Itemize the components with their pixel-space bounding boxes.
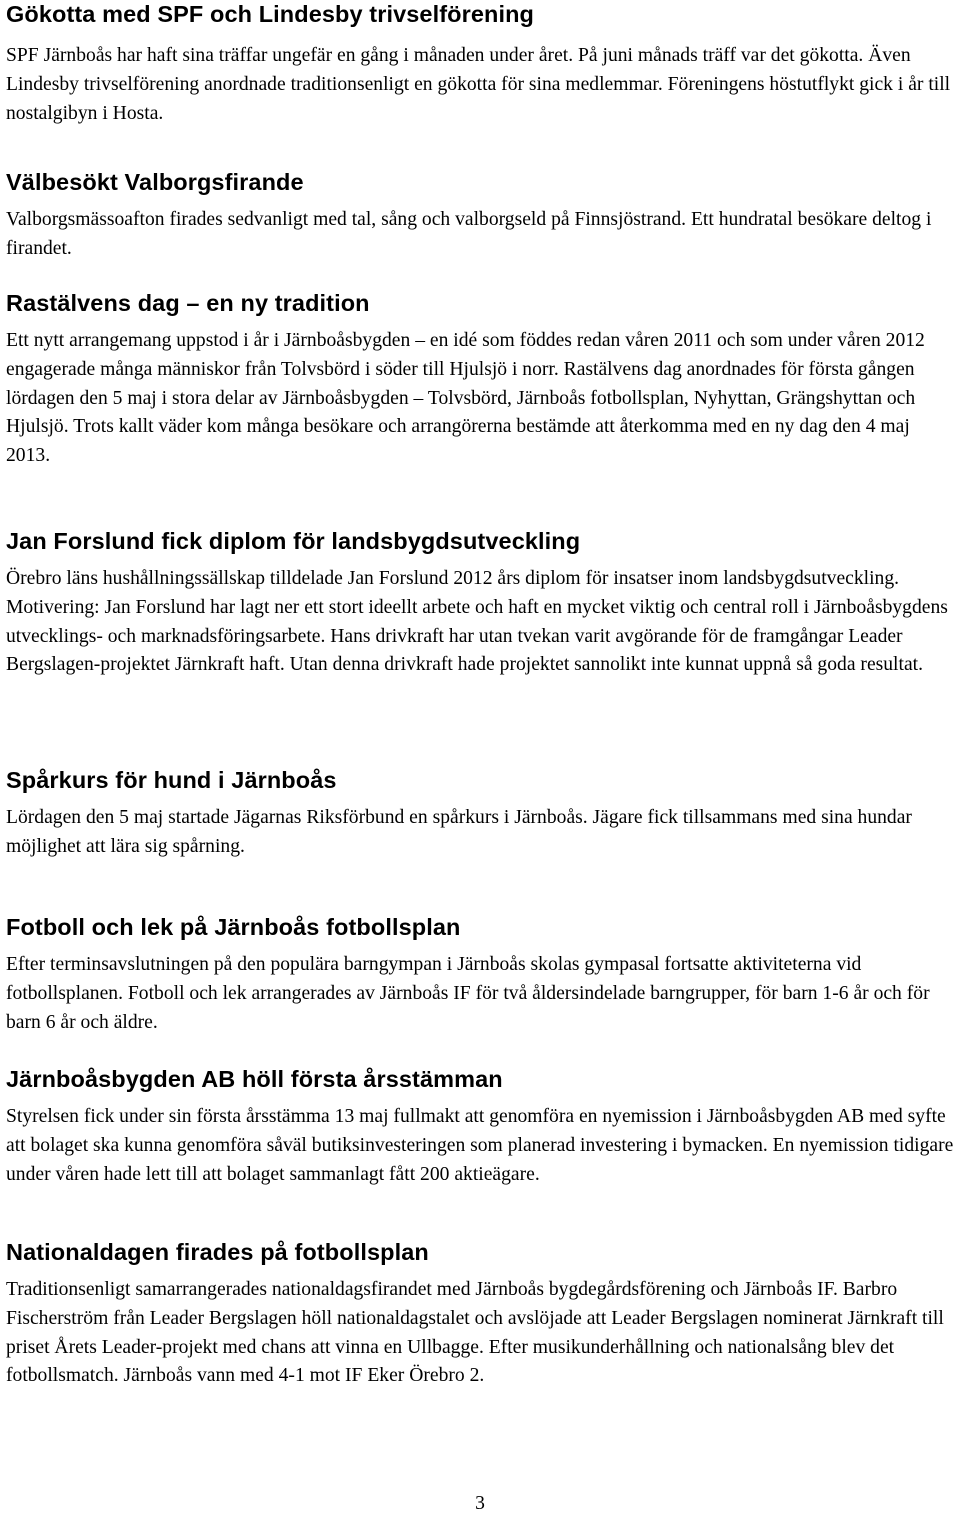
- article-body: Traditionsenligt samarrangerades nationaldagsfirandet med Järnboås bygdegårdsförening och Järnboås IF. Barbro Fischerström från Leader Bergslagen höll nationaldagstalet och avslöjade att Leader Bergslagen nominerat Järnkraft till priset Årets Leader-projekt med chans att vinna en Ullbagge. Efter musikunderhållning och nationalsång blev det fotbollsmatch. Järnboås vann med 4-1 mot IF Eker Örebro 2.: [6, 1279, 944, 1387]
- article-fotboll-och-lek: [6, 913, 956, 1037]
- article-body: Styrelsen fick under sin första årsstämma 13 maj fullmakt att genomföra en nyemission i Järnboåsbygden AB med syfte att bolaget ska kunna genomföra såväl butiksinvesteringen som planerad investering i bymacken. En nyemission tidigare under våren hade lett till att bolaget sammanlagt fått 200 aktieägare.: [6, 1106, 954, 1185]
- article-body: Valborgsmässoafton firades sedvanligt med tal, sång och valborgseld på Finnsjöstrand. Ett hundratal besökare deltog i firandet.: [6, 209, 932, 259]
- article-body: Örebro läns hushållningssällskap tilldelade Jan Forslund 2012 års diplom för insatser inom landsbygdsutveckling. Motivering: Jan Forslund har lagt ner ett stort ideellt arbete och haft en mycket viktig och central roll i Järnboåsbygdens utvecklings- och marknadsföringsarbete. Hans drivkraft har utan tvekan varit avgörande för de framgångar Leader Bergslagen-projektet Järnkraft haft. Utan denna drivkraft hade projektet sannolikt inte kunnat uppnå så goda resultat.: [6, 568, 948, 676]
- article-body: Lördagen den 5 maj startade Jägarnas Riksförbund en spårkurs i Järnboås. Jägare fick tillsammans med sina hundar möjlighet att lära sig spårning.: [6, 807, 912, 857]
- article-sparkurs: [6, 766, 956, 862]
- article-heading: Rastälvens dag – en ny tradition: [6, 290, 370, 316]
- article-heading: Järnboåsbygden AB höll första årsstämman: [6, 1066, 503, 1092]
- article-heading: Jan Forslund fick diplom för landsbygdsutveckling: [6, 528, 581, 554]
- article-body: Ett nytt arrangemang uppstod i år i Järnboåsbygden – en idé som föddes redan våren 2011 och som under våren 2012 engagerade många människor från Tolvsbörd i söder till Hjulsjö i norr. Rastälvens dag anordnades för första gången lördagen den 5 maj i stora delar av Järnboåsbygden – Tolvsbörd, Järnboås fotbollsplan, Nyhyttan, Grängshyttan och Hjulsjö. Trots kallt väder kom många besökare och arrangörerna bestämde att återkomma med en ny dag den 4 maj 2013.: [6, 330, 925, 467]
- article-valborg: [6, 168, 956, 264]
- article-heading: Fotboll och lek på Järnboås fotbollsplan: [6, 914, 461, 940]
- article-heading: Välbesökt Valborgsfirande: [6, 169, 304, 195]
- article-body: Efter terminsavslutningen på den populära barngympan i Järnboås skolas gympasal fortsatte aktiviteterna vid fotbollsplanen. Fotboll och lek arrangerades av Järnboås IF för två åldersindelade barngrupper, för barn 1-6 år och för barn 6 år och äldre.: [6, 954, 930, 1033]
- article-heading: Gökotta med SPF och Lindesby trivselförening: [6, 1, 535, 27]
- article-nationaldagen: [6, 1238, 956, 1391]
- article-heading: Spårkurs för hund i Järnboås: [6, 767, 337, 793]
- article-rastalvens-dag: [6, 289, 956, 471]
- article-jan-forslund: [6, 527, 956, 680]
- article-gokotta: [6, 0, 956, 128]
- article-body: SPF Järnboås har haft sina träffar ungefär en gång i månaden under året. På juni månads träff var det gökotta. Även Lindesby trivselförening anordnade traditionsenligt en gökotta för sina medlemmar. Föreningens höstutflykt gick i år till nostalgibyn i Hosta.: [6, 45, 951, 124]
- article-heading: Nationaldagen firades på fotbollsplan: [6, 1239, 429, 1265]
- article-arsstamma: [6, 1065, 956, 1189]
- page-number: 3: [475, 1493, 485, 1514]
